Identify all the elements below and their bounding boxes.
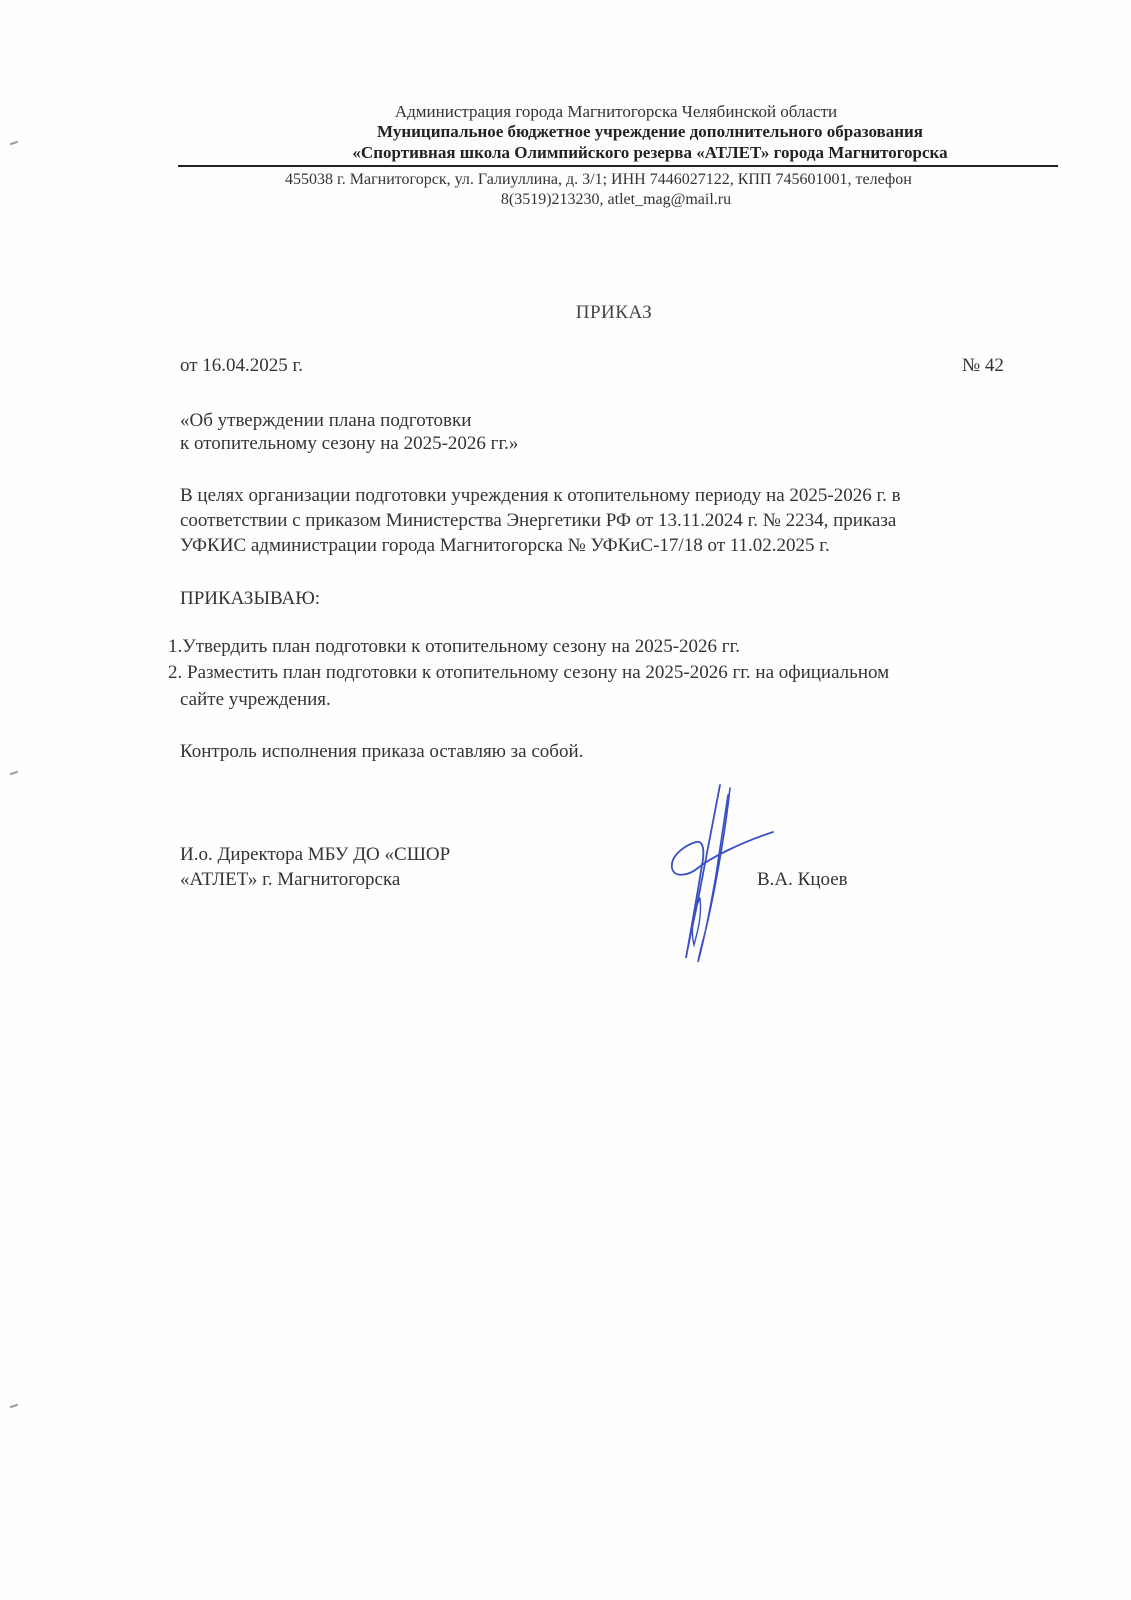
handwritten-signature (658, 780, 778, 970)
subject-line2: к отопительному сезону на 2025-2026 гг.» (180, 433, 519, 454)
preamble-line1: В целях организации подготовки учреждения к отопительному периоду на 2025-2026 г. в (180, 485, 901, 506)
signatory-position-line1: И.о. Директора МБУ ДО «СШОР (180, 844, 451, 865)
document-number: № 42 (962, 355, 1004, 376)
signature-stroke (672, 785, 773, 958)
order-item-2-line2: сайте учреждения. (180, 689, 331, 710)
header-school-name: «Спортивная школа Олимпийского резерва «АТЛЕТ» города Магнитогорска (352, 143, 948, 162)
header-institution: Муниципальное бюджетное учреждение дополнительного образования (376, 122, 924, 141)
header-divider (178, 165, 1058, 167)
header-address-line2: 8(3519)213230, atlet_mag@mail.ru (500, 191, 732, 208)
subject-line1: «Об утверждении плана подготовки (180, 410, 472, 431)
document-date: от 16.04.2025 г. (180, 355, 303, 376)
order-item-1: 1.Утвердить план подготовки к отопительному сезону на 2025-2026 гг. (168, 636, 740, 657)
preamble-line3: УФКИС администрации города Магнитогорска № УФКиС-17/18 от 11.02.2025 г. (180, 535, 830, 556)
order-item-2-line1: 2. Разместить план подготовки к отопительному сезону на 2025-2026 гг. на официальном (168, 662, 890, 683)
document-title: ПРИКАЗ (575, 302, 653, 323)
header-administration: Администрация города Магнитогорска Челябинской области (394, 102, 838, 121)
punch-mark (10, 1404, 18, 1409)
punch-mark (10, 771, 18, 776)
signatory-name: В.А. Кцоев (757, 869, 848, 890)
header-address-line1: 455038 г. Магнитогорск, ул. Галиуллина, д. 3/1; ИНН 7446027122, КПП 745601001, телефон (285, 171, 912, 188)
order-directive: ПРИКАЗЫВАЮ: (180, 588, 321, 609)
control-statement: Контроль исполнения приказа оставляю за собой. (180, 741, 584, 762)
preamble-line2: соответствии с приказом Министерства Энергетики РФ от 13.11.2024 г. № 2234, приказа (180, 510, 897, 531)
punch-mark (10, 141, 18, 146)
signatory-position-line2: «АТЛЕТ» г. Магнитогорска (180, 869, 401, 890)
signature-stroke (692, 898, 700, 945)
